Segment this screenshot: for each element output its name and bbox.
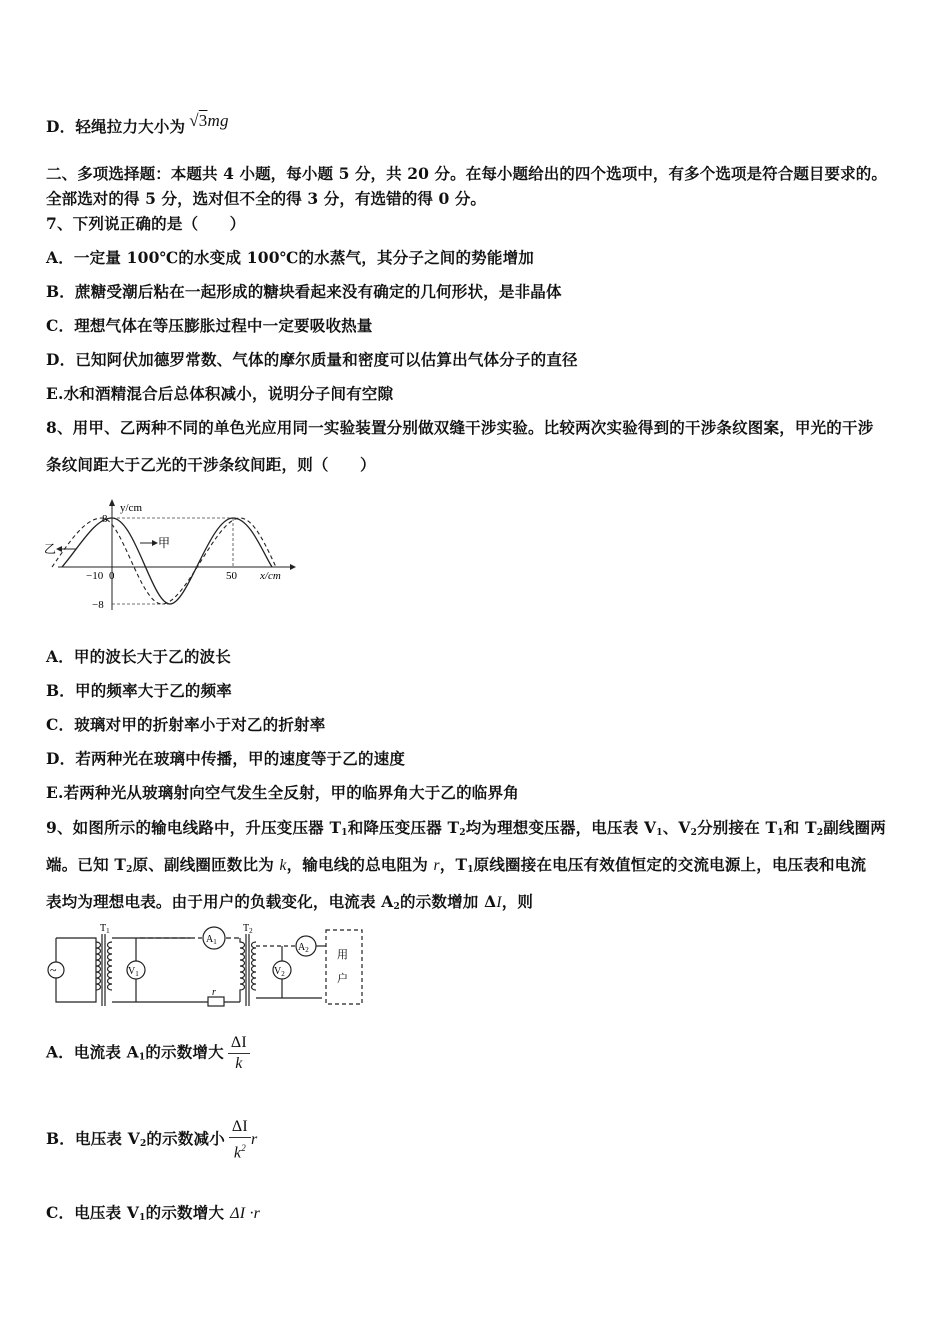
- label-t2: $T_2$: [243, 923, 253, 935]
- wave-yi: [52, 518, 276, 604]
- q9-option-b: B．电压表 $V_2$的示数减小 $\frac{\Delta I}{k^2}$ r: [46, 1118, 258, 1162]
- sqrt-expression: √3mg: [189, 111, 229, 130]
- label-user-top: 用: [337, 949, 348, 961]
- x-tick-50: 50: [226, 570, 237, 582]
- q9-option-c: C．电压表 $V_1$的示数增大 ΔI ·r: [46, 1203, 261, 1223]
- q9-stem-line1: 9、如图所示的输电线路中，升压变压器 $T_1$和降压变压器 $T_2$均为理想变压器，电压表 $V_1$、$V_2$分别接在 $T_1$和 $T_2$副线圈两: [46, 818, 887, 838]
- x-tick-neg10: −10: [86, 570, 104, 582]
- q7-option-d: D．已知阿伏加德罗常数、气体的摩尔质量和密度可以估算出气体分子的直径: [46, 350, 578, 369]
- y-axis-label: y/cm: [120, 502, 142, 514]
- q8-option-d: D．若两种光在玻璃中传播，甲的速度等于乙的速度: [46, 749, 406, 768]
- meter-a2: $A_2$: [298, 942, 309, 954]
- q7-stem: 7、下列说正确的是（ ）: [46, 214, 246, 233]
- meter-v2: $V_2$: [274, 966, 285, 978]
- q9-stem-line3: 表均为理想电表。由于用户的负载变化，电流表 $A_2$的示数增加 ΔI，则: [46, 892, 534, 912]
- q9-option-a: A．电流表 $A_1$的示数增大 $\frac{\Delta I}{k}$: [46, 1033, 250, 1074]
- q9-stem-line2: 端。已知 $T_2$原、副线圈匝数比为 k，输电线的总电阻为 r，$T_1$原线圈接在电压有效值恒定的交流电源上，电压表和电流: [46, 855, 867, 875]
- q6-option-d: [46, 111, 229, 137]
- q9-circuit-figure: [40, 920, 370, 1012]
- meter-v1: $V_1$: [128, 966, 139, 978]
- y-tick-bottom: −8: [92, 599, 104, 611]
- meter-a1: $A_1$: [206, 934, 217, 946]
- q8-option-c: C．玻璃对甲的折射率小于对乙的折射率: [46, 715, 326, 734]
- q6-option-d-label: D．轻绳拉力大小为: [46, 117, 186, 136]
- wave-jia: [62, 518, 272, 604]
- q8-option-a: A．甲的波长大于乙的波长: [46, 647, 231, 666]
- q8-stem-line2: 条纹间距大于乙光的干涉条纹间距，则（ ）: [46, 455, 376, 474]
- fraction: $\frac{\Delta I}{k^2}$: [229, 1117, 251, 1163]
- label-yi: 乙: [44, 542, 57, 556]
- q7-option-a: A．一定量 100℃的水变成 100℃的水蒸气，其分子之间的势能增加: [46, 248, 534, 267]
- label-t1: $T_1$: [100, 923, 110, 935]
- x-axis-label: x/cm: [260, 570, 281, 582]
- q7-option-c: C．理想气体在等压膨胀过程中一定要吸收热量: [46, 316, 373, 335]
- q7-option-e: E.水和酒精混合后总体积减小，说明分子间有空隙: [46, 384, 394, 403]
- section2-instruction-1: 二、多项选择题：本题共 4 小题，每小题 5 分，共 20 分。在每小题给出的四个选项中，有多个选项是符合题目要求的。: [46, 164, 887, 183]
- q8-stem-line1: 8、用甲、乙两种不同的单色光应用同一实验装置分别做双缝干涉实验。比较两次实验得到的干涉条纹图案，甲光的干涉: [46, 418, 874, 437]
- label-resistor-r: r: [212, 987, 216, 998]
- section2-instruction-2: 全部选对的得 5 分，选对但不全的得 3 分，有选错的得 0 分。: [46, 189, 487, 208]
- label-jia: 甲: [158, 536, 171, 550]
- fraction: $\frac{\Delta I}{k}$: [228, 1033, 250, 1074]
- q8-option-e: E.若两种光从玻璃射向空气发生全反射，甲的临界角大于乙的临界角: [46, 783, 519, 802]
- q8-option-b: B．甲的频率大于乙的频率: [46, 681, 233, 700]
- y-tick-top: 8: [102, 513, 108, 525]
- q8-wave-figure: [40, 496, 300, 616]
- ac-source-icon: ~: [50, 963, 57, 977]
- label-user-bottom: 户: [337, 973, 348, 985]
- q7-option-b: B．蔗糖受潮后粘在一起形成的糖块看起来没有确定的几何形状，是非晶体: [46, 282, 562, 301]
- x-tick-zero: 0: [109, 570, 115, 582]
